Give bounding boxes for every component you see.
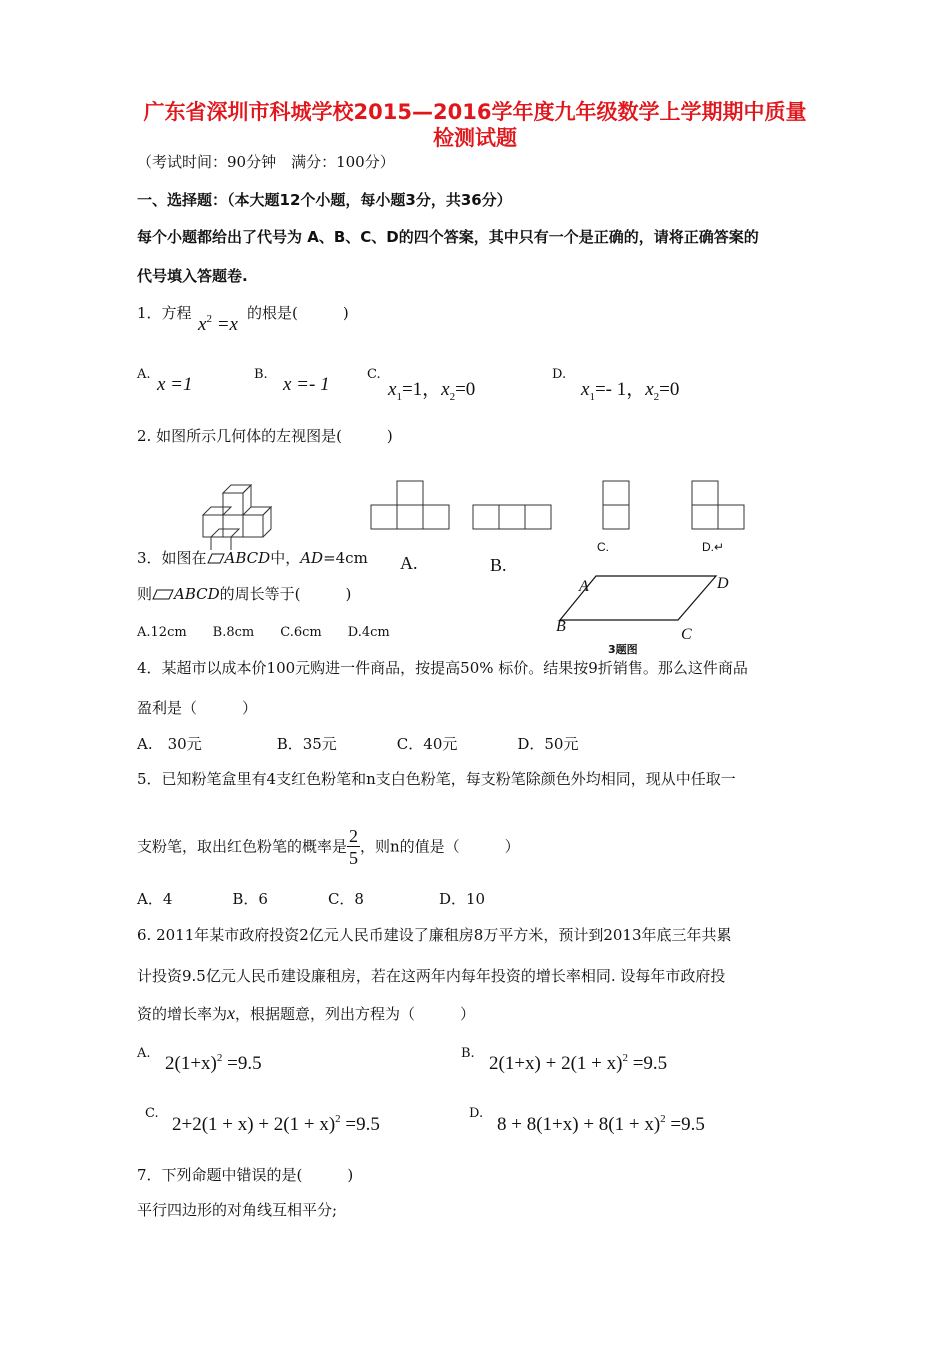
q6-c-rest: =9.5 — [345, 1114, 380, 1135]
q1-eq-rest: =x — [216, 314, 238, 335]
q1-eq-exp: 2 — [206, 313, 212, 325]
q6-a-rest: =9.5 — [227, 1053, 262, 1074]
q5-line2 — [137, 826, 520, 869]
q6-a-eq: 2(1+x) — [165, 1053, 217, 1074]
q1-option-b-label: B. — [254, 367, 268, 382]
q3-vertex-d: D — [717, 575, 729, 592]
q6-b-rest: =9.5 — [632, 1053, 668, 1074]
q1-eq-x: x — [198, 314, 207, 335]
q1-prefix: 1．方程 — [137, 304, 192, 322]
q3-vertex-c: C — [681, 626, 692, 643]
cube-front-top — [211, 529, 239, 537]
q6-option-a — [165, 1053, 262, 1075]
q1-d-val1: =- 1， — [594, 379, 646, 400]
q3-vertex-b: B — [556, 618, 566, 635]
q5-line2-suffix: ，则n的值是（ ） — [360, 837, 520, 856]
q1-d-x2: x — [645, 379, 654, 400]
q1-d-sub1: 1 — [589, 391, 595, 403]
q1-c-x1: x — [388, 379, 397, 400]
cube-mid-front — [223, 515, 243, 537]
q6-line3-prefix: 资的增长率为 — [137, 1005, 228, 1023]
q5-line1: 5．已知粉笔盒里有4支红色粉笔和n支白色粉笔，每支粉笔除颜色外均相同，现从中任取一 — [137, 770, 736, 788]
q6-option-b — [489, 1053, 667, 1075]
q5-options: A．4 B．6 C．8 D．10 — [137, 890, 486, 908]
q6-line3 — [137, 1003, 475, 1024]
cube-left-top — [203, 507, 231, 515]
q5-fraction-num: 2 — [349, 826, 359, 846]
cube-right-side — [263, 507, 271, 537]
q3-line2-abcd: ABCD — [174, 585, 220, 603]
q6-d-eq: 8 + 8(1+x) + 8(1 + x) — [497, 1114, 661, 1135]
q7-text: 7．下列命题中错误的是( ) — [137, 1166, 354, 1184]
q1-c-sub2: 2 — [449, 391, 456, 403]
q6-line3-suffix: ，根据题意，列出方程为（ ） — [235, 1005, 476, 1023]
cube-top-side — [243, 485, 251, 515]
q2-option-c-figure — [602, 480, 630, 530]
q1-option-a-label: A. — [137, 367, 151, 382]
q4-line2: 盈利是（ ） — [137, 699, 258, 717]
page-title-line1: 广东省深圳市科城学校2015—2016学年度九年级数学上学期期中质量 — [143, 100, 807, 124]
q1-option-d — [581, 374, 679, 401]
q3-vertex-a: A — [579, 578, 589, 595]
q3-line2-prefix: 则 — [137, 585, 153, 603]
q1-equation — [198, 314, 238, 336]
q2-option-d-label: D.↵ — [702, 540, 725, 554]
q3-line2 — [137, 583, 351, 604]
q2-option-a-figure — [370, 480, 450, 530]
q6-b-eq: 2(1+x) + 2(1 + x) — [489, 1053, 623, 1074]
q2-option-b-figure — [472, 504, 552, 530]
q1-option-a: x =1 — [157, 374, 193, 395]
q6-option-d-label: D. — [469, 1106, 484, 1121]
q3-line1-ad: AD — [300, 549, 324, 567]
q1-option-d-label: D. — [552, 367, 567, 382]
parallelogram-icon — [152, 589, 174, 600]
q1-d-sub2: 2 — [653, 391, 660, 403]
q3-line1-prefix: 3．如图在 — [137, 549, 207, 567]
q3-line2-end: 的周长等于( ) — [219, 585, 352, 603]
q3-line1 — [137, 547, 368, 568]
section1-instruction-line1: 每个小题都给出了代号为 A、B、C、D的四个答案，其中只有一个是正确的，请将正确答案的 — [137, 228, 759, 246]
parallelogram-icon — [207, 553, 225, 564]
q3-figure-caption: 3题图 — [608, 643, 638, 656]
q1-c-val2: =0 — [455, 379, 476, 400]
q7-statement-1: 平行四边形的对角线互相平分; — [137, 1201, 338, 1219]
q2-solid-figure — [195, 484, 285, 550]
q6-c-exp: 2 — [335, 1113, 341, 1125]
q6-option-a-label: A. — [137, 1046, 151, 1061]
q1-c-x2: x — [441, 379, 450, 400]
q2-option-b-label: B. — [490, 555, 507, 575]
q3-line1-mid: 中， — [270, 549, 301, 567]
q3-line1-end: =4cm — [323, 549, 368, 567]
q6-b-exp: 2 — [622, 1052, 628, 1064]
q6-option-d — [497, 1114, 705, 1136]
q1-option-c-label: C. — [367, 367, 381, 382]
q6-line3-var: x — [227, 1003, 236, 1023]
q1-c-val1: =1， — [401, 379, 442, 400]
q4-line1: 4．某超市以成本价100元购进一件商品，按提高50% 标价。结果按9折销售。那么这件商品 — [137, 659, 748, 677]
q1-c-sub1: 1 — [396, 391, 402, 403]
q6-d-rest: =9.5 — [670, 1114, 705, 1135]
q2-option-a-label: A. — [400, 553, 418, 573]
q5-fraction — [347, 826, 360, 869]
q3-line1-abcd: ABCD — [224, 549, 271, 567]
q6-option-b-label: B. — [461, 1046, 475, 1061]
section1-heading: 一、选择题：（本大题12个小题，每小题3分，共36分） — [137, 191, 512, 209]
q4-options: A. 30元 B．35元 C．40元 D．50元 — [137, 735, 579, 753]
q2-option-d-figure — [691, 480, 745, 530]
q6-a-exp: 2 — [216, 1052, 223, 1064]
q6-d-exp: 2 — [660, 1113, 666, 1125]
q6-c-eq: 2+2(1 + x) + 2(1 + x) — [172, 1114, 336, 1135]
q1-suffix: 的根是( ) — [247, 304, 349, 322]
q6-line2: 计投资9.5亿元人民币建设廉租房，若在这两年内每年投资的增长率相同. 设每年市政府投 — [137, 967, 726, 985]
q1-d-val2: =0 — [659, 379, 680, 400]
q1-option-c — [388, 374, 475, 401]
page-title-line2: 检测试题 — [433, 126, 517, 150]
section1-instruction-line2: 代号填入答题卷. — [137, 267, 248, 285]
q1-d-x1: x — [581, 379, 590, 400]
q3-options: A.12cm B.8cm C.6cm D.4cm — [137, 625, 390, 640]
q2-text: 2. 如图所示几何体的左视图是( ) — [137, 427, 393, 445]
q6-option-c-label: C. — [145, 1106, 159, 1121]
q6-option-c — [172, 1114, 380, 1136]
q1-option-b: x =- 1 — [283, 374, 330, 395]
cube-left-front — [203, 515, 223, 537]
q5-fraction-den: 5 — [349, 848, 359, 868]
q5-line2-prefix: 支粉笔，取出红色粉笔的概率是 — [137, 837, 348, 856]
exam-info: （考试时间：90分钟 满分：100分） — [137, 153, 395, 171]
cube-right-front — [243, 515, 263, 537]
q2-option-c-label: C. — [597, 540, 609, 554]
q6-line1: 6. 2011年某市政府投资2亿元人民币建设了廉租房8万平方米，预计到2013年底三年共累 — [137, 926, 732, 944]
